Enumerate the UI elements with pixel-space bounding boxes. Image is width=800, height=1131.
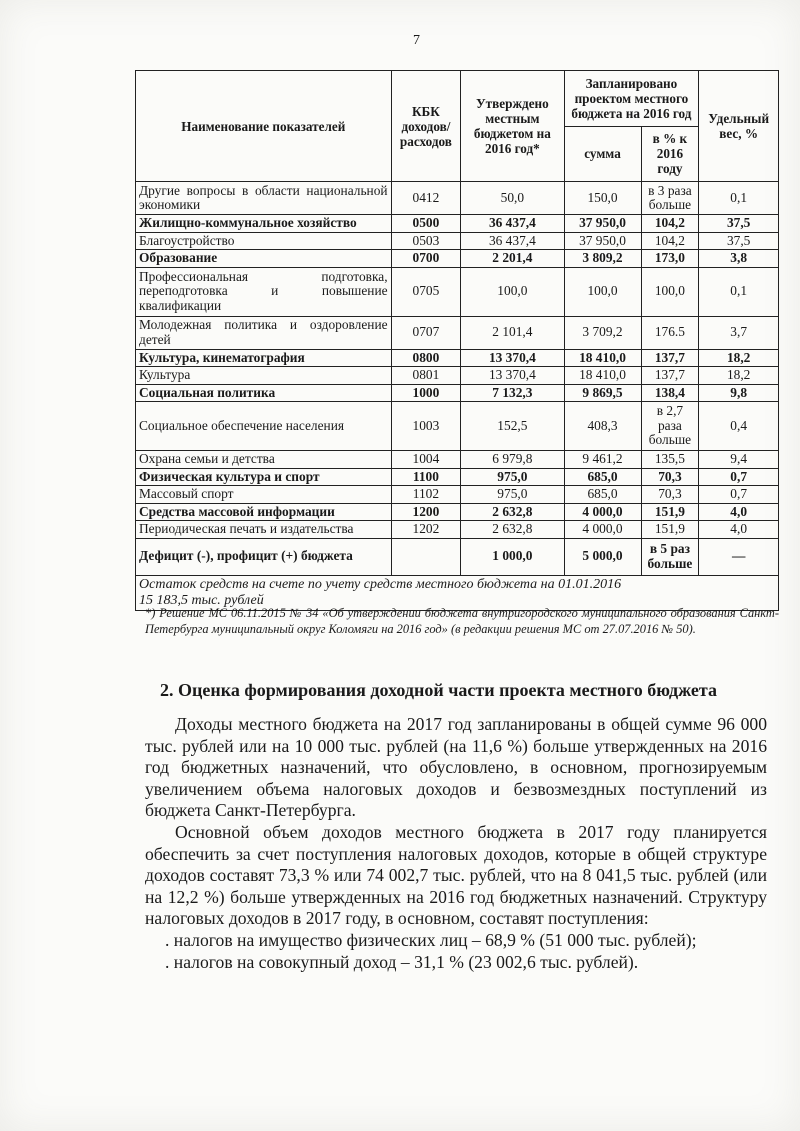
row-weight: 0,1 [699,267,779,316]
header-sum: сумма [564,126,641,182]
row-weight: 0,1 [699,182,779,215]
header-name: Наименование показателей [136,71,392,182]
table-row [136,232,779,250]
row-name: Благоустройство [136,232,392,250]
row-sum: 100,0 [564,267,641,316]
table-row [136,267,779,316]
row-approved: 2 632,8 [461,503,564,521]
row-weight: 0,7 [699,486,779,504]
row-weight: 37,5 [699,215,779,233]
row-weight: 18,2 [699,349,779,367]
row-name: Периодическая печать и издательства [136,521,392,539]
header-kbk: КБК доходов/ расходов [391,71,461,182]
table-row [136,402,779,451]
row-name: Профессиональная подготовка, переподготовка и повышение квалификации [136,267,392,316]
header-weight: Удельный вес, % [699,71,779,182]
row-weight: 0,7 [699,468,779,486]
row-name: Жилищно-коммунальное хозяйство [136,215,392,233]
row-weight: 9,8 [699,384,779,402]
table-row [136,215,779,233]
row-name: Молодежная политика и оздоровление детей [136,316,392,349]
row-name: Физическая культура и спорт [136,468,392,486]
row-name: Культура [136,367,392,385]
body-text [145,714,767,973]
row-name: Образование [136,250,392,268]
row-sum: 9 869,5 [564,384,641,402]
row-weight: 3,8 [699,250,779,268]
row-name: Социальная политика [136,384,392,402]
row-kbk [391,538,461,575]
list-item: . налогов на имущество физических лиц – 68,9 % (51 000 тыс. рублей); [165,929,697,950]
table-row [136,316,779,349]
row-kbk: 0705 [391,267,461,316]
balance-note-line2: 15 183,5 тыс. рублей [139,592,264,608]
table-header-row [136,71,779,127]
table-row [136,182,779,215]
row-sum: 18 410,0 [564,367,641,385]
row-approved: 13 370,4 [461,367,564,385]
row-pct: 138,4 [641,384,699,402]
row-approved: 100,0 [461,267,564,316]
row-name: Средства массовой информации [136,503,392,521]
row-kbk: 1000 [391,384,461,402]
paragraph: Основной объем доходов местного бюджета в 2017 году планируется обеспечить за счет поступления налоговых доходов, которые в общей структуре доходов составят 73,3 % или 74 002,7 тыс. рублей, что на 8 041,5 тыс. рублей (или на 12,2 %) больше утвержденных на 2016 год бюджетных назначений. Структуру налоговых доходов в 2017 году, в основном, составят поступления: [145,821,767,929]
table-row [136,486,779,504]
row-sum: 408,3 [564,402,641,451]
row-kbk: 1200 [391,503,461,521]
row-approved: 50,0 [461,182,564,215]
row-pct: 151,9 [641,521,699,539]
row-sum: 3 709,2 [564,316,641,349]
row-approved: 975,0 [461,468,564,486]
row-sum: 37 950,0 [564,215,641,233]
balance-note-row [136,575,779,610]
row-approved: 36 437,4 [461,232,564,250]
list-item: . налогов на совокупный доход – 31,1 % (23 002,6 тыс. рублей). [165,951,639,972]
section-title: 2. Оценка формирования доходной части проекта местного бюджета [160,680,717,700]
row-kbk: 0800 [391,349,461,367]
footnote: *) Решение МС 06.11.2015 № 34 «Об утверждении бюджета внутригородского муниципального образования Санкт-Петербурга муниципальный округ Коломяги на 2016 год» (в редакции решения МС от 27.07.2016 № 50). [145,606,779,636]
table-row [136,503,779,521]
budget-table [135,70,779,611]
row-approved: 36 437,4 [461,215,564,233]
row-sum: 37 950,0 [564,232,641,250]
row-sum: 3 809,2 [564,250,641,268]
table-row [136,521,779,539]
row-pct: в 3 раза больше [641,182,699,215]
row-kbk: 0707 [391,316,461,349]
row-sum: 9 461,2 [564,451,641,469]
row-weight: 37,5 [699,232,779,250]
row-sum: 18 410,0 [564,349,641,367]
header-planned-group: Запланировано проектом местного бюджета на 2016 год [564,71,699,127]
table-row [136,250,779,268]
row-pct: 104,2 [641,232,699,250]
row-pct: 100,0 [641,267,699,316]
header-pct: в % к 2016 году [641,126,699,182]
row-pct: 135,5 [641,451,699,469]
row-name: Массовый спорт [136,486,392,504]
row-sum: 5 000,0 [564,538,641,575]
row-name: Другие вопросы в области национальной экономики [136,182,392,215]
row-weight: 4,0 [699,521,779,539]
row-pct: в 5 раз больше [641,538,699,575]
row-weight: 18,2 [699,367,779,385]
table-row [136,384,779,402]
row-kbk: 0503 [391,232,461,250]
row-approved: 975,0 [461,486,564,504]
row-pct: 104,2 [641,215,699,233]
row-weight: 4,0 [699,503,779,521]
row-approved: 2 101,4 [461,316,564,349]
table-row [136,349,779,367]
row-approved: 7 132,3 [461,384,564,402]
table-row [136,367,779,385]
row-weight: 9,4 [699,451,779,469]
table-row [136,538,779,575]
row-kbk: 0700 [391,250,461,268]
row-name: Культура, кинематография [136,349,392,367]
header-approved: Утверждено местным бюджетом на 2016 год* [461,71,564,182]
row-kbk: 0801 [391,367,461,385]
row-approved: 6 979,8 [461,451,564,469]
table-row [136,468,779,486]
row-pct: 70,3 [641,468,699,486]
row-kbk: 1100 [391,468,461,486]
row-kbk: 0500 [391,215,461,233]
row-weight: 0,4 [699,402,779,451]
row-approved: 13 370,4 [461,349,564,367]
balance-note [136,575,779,610]
row-approved: 1 000,0 [461,538,564,575]
paragraph: Доходы местного бюджета на 2017 год запланированы в общей сумме 96 000 тыс. рублей или на 10 000 тыс. рублей (на 11,6 %) больше утвержденных на 2016 год бюджетных назначений, что обусловлено, в основном, прогнозируемым увеличением объема налоговых доходов и безвозмездных поступлений из бюджета Санкт-Петербурга. [145,714,767,821]
row-approved: 2 201,4 [461,250,564,268]
row-approved: 152,5 [461,402,564,451]
row-name: Социальное обеспечение населения [136,402,392,451]
page-number: 7 [413,33,420,48]
row-weight: 3,7 [699,316,779,349]
row-name: Охрана семьи и детства [136,451,392,469]
row-name: Дефицит (-), профицит (+) бюджета [136,538,392,575]
row-pct: 173,0 [641,250,699,268]
row-sum: 150,0 [564,182,641,215]
row-pct: 151,9 [641,503,699,521]
row-sum: 4 000,0 [564,521,641,539]
row-pct: 70,3 [641,486,699,504]
row-pct: 176.5 [641,316,699,349]
row-sum: 685,0 [564,486,641,504]
row-pct: 137,7 [641,349,699,367]
row-sum: 4 000,0 [564,503,641,521]
row-weight: — [699,538,779,575]
row-kbk: 1202 [391,521,461,539]
table-row [136,451,779,469]
row-kbk: 1102 [391,486,461,504]
table-body [136,182,779,576]
row-sum: 685,0 [564,468,641,486]
row-kbk: 0412 [391,182,461,215]
row-kbk: 1003 [391,402,461,451]
row-kbk: 1004 [391,451,461,469]
balance-note-line1: Остаток средств на счете по учету средств местного бюджета на 01.01.2016 [139,576,622,592]
row-pct: 137,7 [641,367,699,385]
row-pct: в 2,7 раза больше [641,402,699,451]
row-approved: 2 632,8 [461,521,564,539]
